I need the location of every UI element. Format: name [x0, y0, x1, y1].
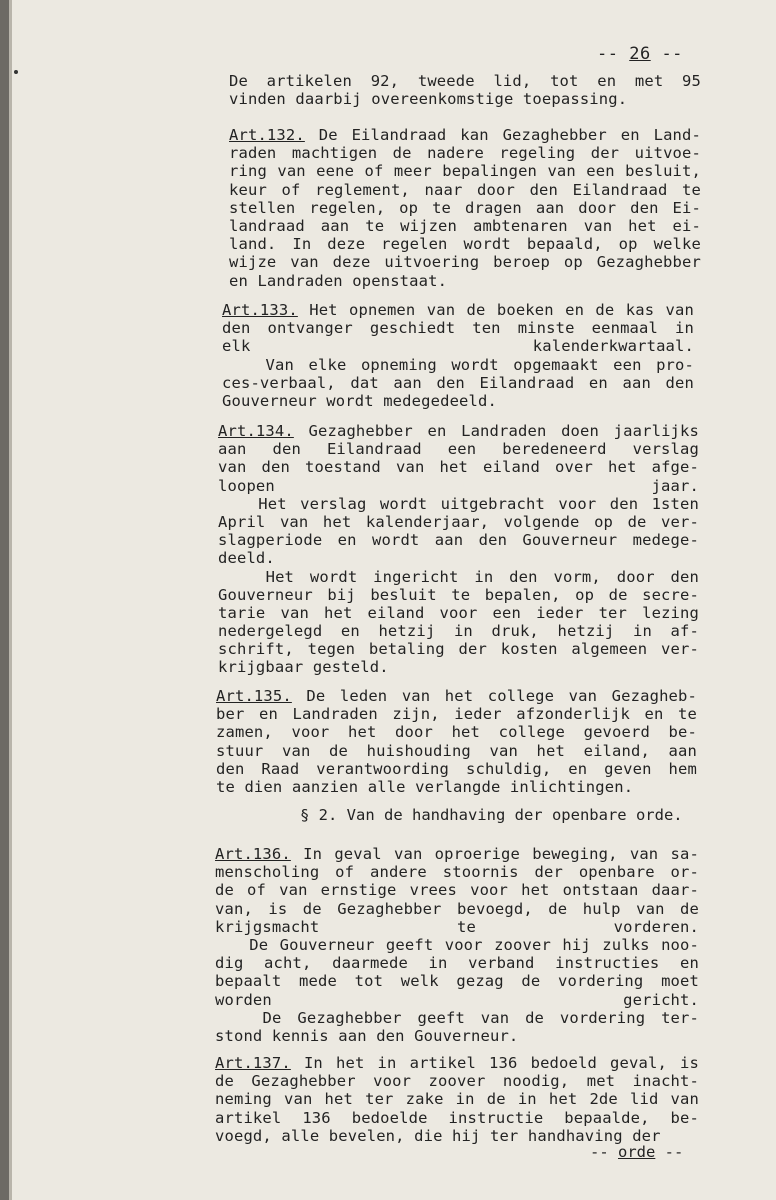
line-text: ber en Landraden zijn, ieder afzonderlijk en te	[216, 705, 697, 724]
text-line	[215, 1072, 699, 1090]
line-text: Gouverneur bij besluit te bepalen, op de secre-	[218, 585, 699, 604]
text-line	[218, 622, 699, 640]
text-line	[218, 477, 699, 495]
line-text: en Landraden openstaat.	[229, 271, 448, 290]
line-text: te dien aanzien alle verlangde inlichtingen.	[216, 777, 634, 796]
text-line	[215, 845, 699, 863]
text-line	[222, 301, 694, 319]
line-text: den ontvanger geschiedt ten minste eenmaal in	[222, 319, 694, 338]
text-line	[216, 687, 697, 705]
line-text: nedergelegd en hetzij in druk, hetzij in af-	[218, 622, 699, 641]
line-text: slagperiode en wordt aan den Gouverneur medege-	[218, 531, 699, 550]
text-line	[215, 1054, 699, 1072]
catchword: -- orde --	[590, 1143, 684, 1161]
line-text: raden machtigen de nadere regeling der uitvoe-	[229, 144, 701, 163]
text-line	[215, 936, 699, 954]
line-text: April van het kalenderjaar, volgende op de ver-	[218, 512, 699, 531]
text-line	[218, 568, 699, 586]
text-line	[229, 235, 701, 253]
line-text: de of van ernstige vrees voor het ontstaan daar-	[215, 881, 699, 900]
text-line	[229, 181, 701, 199]
line-text: deeld.	[218, 549, 275, 568]
text-line	[215, 881, 699, 899]
line-text: ring van eene of meer bepalingen van een besluit,	[229, 162, 701, 181]
line-text: zamen, voor het door het college gevoerd be-	[216, 723, 697, 742]
article-number: Art.133.	[222, 301, 298, 319]
text-line	[218, 458, 699, 476]
section-heading: § 2. Van de handhaving der openbare orde.	[300, 806, 683, 824]
line-text: Gouverneur wordt medegedeeld.	[222, 391, 497, 410]
text-line	[216, 760, 697, 778]
line-text: bepaalt mede tot welk gezag de vordering moet	[215, 972, 699, 991]
text-line	[229, 72, 701, 90]
article-134	[218, 422, 699, 677]
line-text: neming van het ter zake in de in het 2de lid van	[215, 1090, 699, 1109]
text-line	[215, 991, 699, 1009]
line-text: Gezaghebber en Landraden doen jaarlijks	[293, 422, 699, 440]
line-text: de Gezaghebber voor zoover noodig, met inacht-	[215, 1072, 699, 1091]
line-text: den Raad verantwoording schuldig, en geven hem	[216, 759, 697, 778]
text-line	[215, 972, 699, 990]
catchword-text: orde	[618, 1143, 656, 1161]
line-text: vinden daarbij overeenkomstige toepassing.	[229, 90, 628, 109]
text-line	[215, 863, 699, 881]
article-137	[215, 1054, 699, 1145]
line-text: stellen regelen, op te dragen aan door den Ei-	[229, 198, 701, 217]
line-text: tarie van het eiland voor een ieder ter lezing	[218, 603, 699, 622]
text-line	[229, 217, 701, 235]
page-number: -- 26 --	[597, 44, 683, 64]
line-text: land. In deze regelen wordt bepaald, op welke	[229, 235, 701, 254]
text-line	[222, 392, 694, 410]
text-line	[218, 531, 699, 549]
text-line	[218, 440, 699, 458]
line-text: keur of reglement, naar door den Eilandraad te	[229, 180, 701, 199]
line-text: ces-verbaal, dat aan den Eilandraad en aan den	[222, 373, 694, 392]
line-text: Het wordt ingericht in den vorm, door den	[218, 567, 699, 586]
article-number: Art.132.	[229, 126, 305, 144]
text-line	[218, 586, 699, 604]
text-line	[218, 658, 699, 676]
line-text: wijze van deze uitvoering beroep op Gezaghebber	[229, 253, 701, 272]
text-line	[216, 705, 697, 723]
text-line	[222, 319, 694, 337]
article-number: Art.135.	[216, 687, 292, 705]
text-line	[222, 374, 694, 392]
line-text: De artikelen 92, tweede lid, tot en met 95	[229, 72, 701, 90]
paragraph-intro	[229, 72, 701, 108]
text-line	[216, 778, 697, 796]
text-line	[215, 1009, 699, 1027]
article-132	[229, 126, 701, 290]
line-text: van, is de Gezaghebber bevoegd, de hulp van de	[215, 899, 699, 918]
article-number: Art.137.	[215, 1054, 291, 1072]
article-136	[215, 845, 699, 1045]
line-text: Het opnemen van de boeken en de kas van	[297, 301, 694, 319]
line-text: Het verslag wordt uitgebracht voor den 1sten	[218, 494, 699, 513]
article-133	[222, 301, 694, 410]
text-line	[229, 144, 701, 162]
text-line	[215, 1090, 699, 1108]
text-line	[229, 199, 701, 217]
line-text: krijgbaar gesteld.	[218, 658, 389, 677]
text-line	[229, 90, 701, 108]
text-line	[215, 954, 699, 972]
text-line	[218, 640, 699, 658]
text-line	[215, 1027, 699, 1045]
line-text: In het in artikel 136 bedoeld geval, is	[290, 1054, 699, 1072]
line-text: aan den Eilandraad een beredeneerd verslag	[218, 440, 699, 459]
line-text: In geval van oproerige beweging, van sa-	[290, 845, 699, 863]
line-text: dig acht, daarmede in verband instructies en	[215, 954, 699, 973]
line-text: schrift, tegen betaling der kosten algemeen ver-	[218, 640, 699, 659]
line-text: menscholing of andere stoornis der openbare or-	[215, 863, 699, 882]
line-text: van den toestand van het eiland over het afge-	[218, 458, 699, 477]
line-text: Van elke opneming wordt opgemaakt een pro-	[222, 355, 694, 374]
text-line	[216, 742, 697, 760]
text-line	[222, 337, 694, 355]
text-line	[229, 126, 701, 144]
page-number-value: 26	[629, 44, 651, 64]
line-text: loopen jaar.	[218, 476, 699, 495]
line-text: artikel 136 bedoelde instructie bepaalde, be-	[215, 1108, 699, 1127]
text-line	[218, 495, 699, 513]
text-line	[215, 1109, 699, 1127]
text-line	[216, 723, 697, 741]
text-line	[229, 272, 701, 290]
line-text: De Gezaghebber geeft van de vordering ter-	[215, 1008, 699, 1027]
article-number: Art.134.	[218, 422, 294, 440]
text-line	[218, 549, 699, 567]
line-text: voegd, alle bevelen, die hij ter handhaving der	[215, 1126, 661, 1145]
line-text: De Gouverneur geeft voor zoover hij zulks noo-	[215, 935, 699, 954]
text-line	[218, 422, 699, 440]
line-text: landraad aan te wijzen ambtenaren van het ei-	[229, 216, 701, 235]
line-text: elk kalenderkwartaal.	[222, 337, 694, 356]
line-text: krijgsmacht te vorderen.	[215, 917, 699, 936]
text-line	[222, 356, 694, 374]
line-text: stond kennis aan den Gouverneur.	[215, 1026, 519, 1045]
article-135	[216, 687, 697, 796]
text-line	[218, 604, 699, 622]
line-text: stuur van de huishouding van het eiland, aan	[216, 741, 697, 760]
text-line	[215, 900, 699, 918]
text-line	[218, 513, 699, 531]
text-line	[229, 253, 701, 271]
line-text: worden gericht.	[215, 990, 699, 1009]
text-line	[229, 162, 701, 180]
line-text: De Eilandraad kan Gezaghebber en Land-	[304, 126, 701, 144]
text-line	[215, 918, 699, 936]
line-text: De leden van het college van Gezagheb-	[291, 687, 697, 705]
article-number: Art.136.	[215, 845, 291, 863]
